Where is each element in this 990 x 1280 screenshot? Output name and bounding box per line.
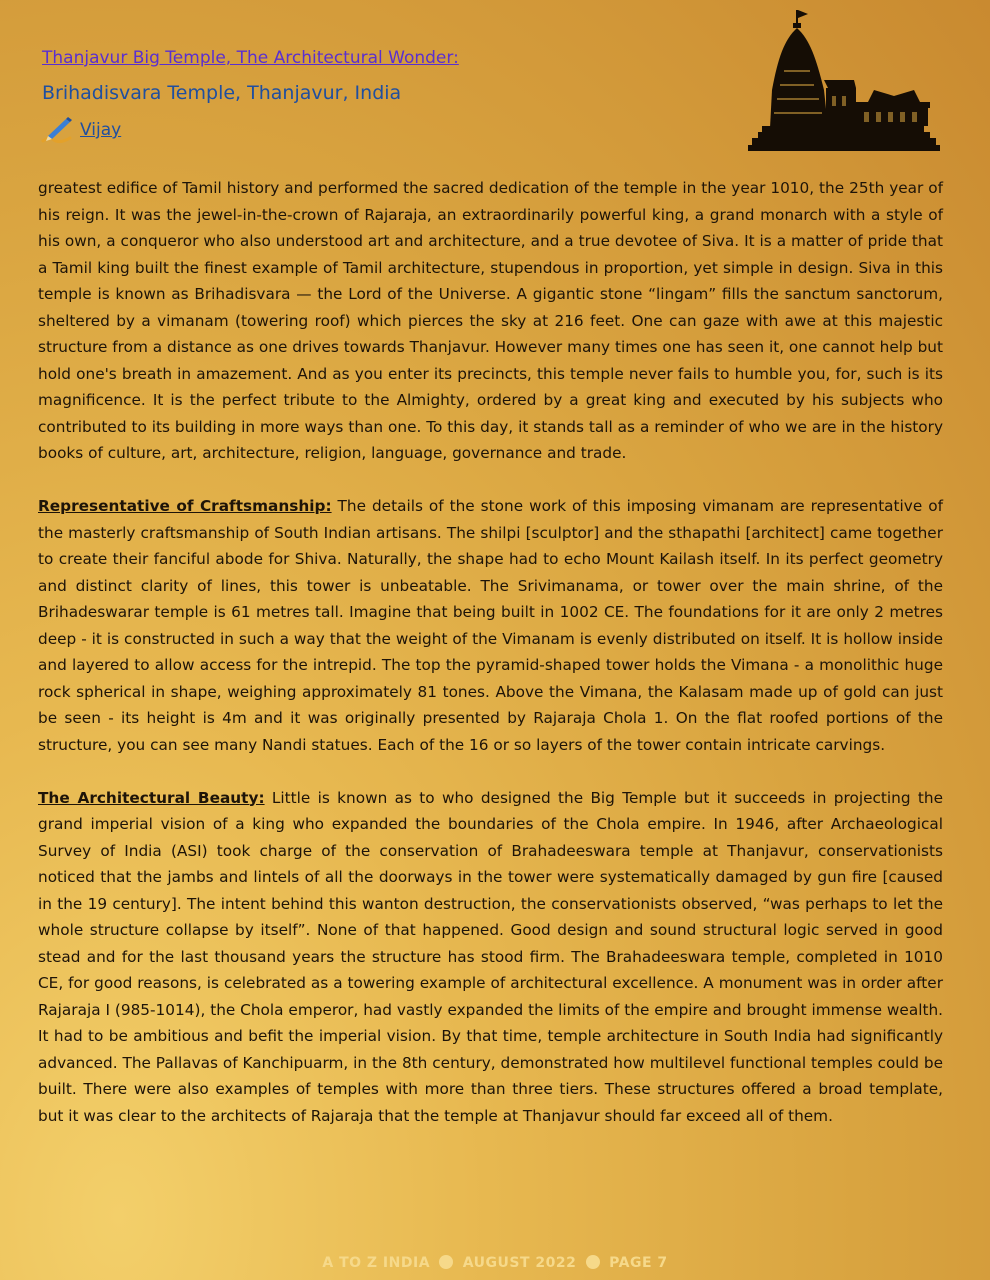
footer-separator-dot [586, 1255, 600, 1269]
article-title: Brihadisvara Temple, Thanjavur, India [42, 82, 402, 104]
pen-writing-icon [40, 116, 74, 144]
author-link[interactable]: Vijay [80, 120, 122, 140]
article-kicker-link[interactable]: Thanjavur Big Temple, The Architectural Wonder: [42, 48, 459, 68]
footer-page-number: PAGE 7 [609, 1255, 668, 1271]
article-body [38, 175, 943, 1156]
section-text-craftsmanship: The details of the stone work of this imposing vimanam are representative of the masterly craftsmanship of South Indian artisans. The shilpi [sculptor] and the sthapathi [architect] came together to create their fanciful abode for Shiva. Naturally, the shape had to echo Mount Kailash itself. In its perfect geometry and distinct clarity of lines, this tower is unbeatable. The Srivimanama, or tower over the main shrine, of the Brihadeswarar temple is 61 metres tall. Imagine that being built in 1002 CE. The foundations for it are only 2 metres deep - it is constructed in such a way that the weight of the Vimanam is evenly distributed on itself. It is hollow inside and layered to allow access for the intrepid. The top the pyramid-shaped tower holds the Vimana - a monolithic huge rock spherical in shape, weighing approximately 81 tones. Above the Vimana, the Kalasam made up of gold can just be seen - its height is 4m and it was originally presented by Rajaraja Chola 1. On the flat roofed portions of the structure, you can see many Nandi statues. Each of the 16 or so layers of the tower contain intricate carvings. [38, 497, 943, 754]
footer-separator-dot [439, 1255, 453, 1269]
article-header [40, 48, 459, 144]
section-heading-architectural-beauty: The Architectural Beauty: [38, 788, 265, 807]
section-paragraph-craftsmanship [38, 493, 943, 758]
intro-paragraph: greatest edifice of Tamil history and performed the sacred dedication of the temple in the year 1010, the 25th year of his reign. It was the jewel-in-the-crown of Rajaraja, an extraordinarily powerful king, a grand monarch with a style of his own, a conqueror who also understood art and architecture, and a true devotee of Siva. It is a matter of pride that a Tamil king built the finest example of Tamil architecture, stupendous in proportion, yet simple in design. Siva in this temple is known as Brihadisvara — the Lord of the Universe. A gigantic stone “lingam” fills the sanctum sanctorum, sheltered by a vimanam (towering roof) which pierces the sky at 216 feet. One can gaze with awe at this majestic structure from a distance as one drives towards Thanjavur. However many times one has seen it, one cannot help but hold one's breath in amazement. And as you enter its precincts, this temple never fails to humble you, for, such is its magnificence. It is the perfect tribute to the Almighty, ordered by a great king and executed by his subjects who contributed to its building in more ways than one. To this day, it stands tall as a reminder of who we are in the history books of culture, art, architecture, religion, language, governance and trade. [38, 179, 943, 462]
section-heading-craftsmanship: Representative of Craftsmanship: [38, 497, 332, 515]
footer-publication: A TO Z INDIA [322, 1255, 431, 1271]
author-byline [40, 116, 459, 144]
section-paragraph-architectural-beauty [38, 785, 943, 1130]
page-footer [0, 1255, 990, 1271]
footer-issue: AUGUST 2022 [462, 1255, 577, 1271]
temple-silhouette [744, 10, 944, 162]
section-text-architectural-beauty: Little is known as to who designed the Big Temple but it succeeds in projecting the grand imperial vision of a king who expanded the boundaries of the Chola empire. In 1946, after Archaeological Survey of India (ASI) took charge of the conservation of Brahadeeswara temple at Thanjavur, conservationists noticed that the jambs and lintels of all the doorways in the tower were systematically damaged by gun fire [caused in the 19 century]. The intent behind this wanton destruction, the conservationists observed, “was perhaps to let the whole structure collapse by itself”. None of that happened. Good design and sound structural logic served in good stead and for the last thousand years the structure has stood firm. The Brahadeeswara temple, completed in 1010 CE, for good reasons, is celebrated as a towering example of architectural excellence. A monument was in order after Rajaraja I (985-1014), the Chola emperor, had vastly expanded the limits of the empire and brought immense wealth. It had to be ambitious and befit the imperial vision. By that time, temple architecture in South India had significantly advanced. The Pallavas of Kanchipuarm, in the 8th century, demonstrated how multilevel functional temples could be built. There were also examples of temples with more than three tiers. These structures offered a broad template, but it was clear to the architects of Rajaraja that the temple at Thanjavur should far exceed all of them. [38, 788, 943, 1125]
